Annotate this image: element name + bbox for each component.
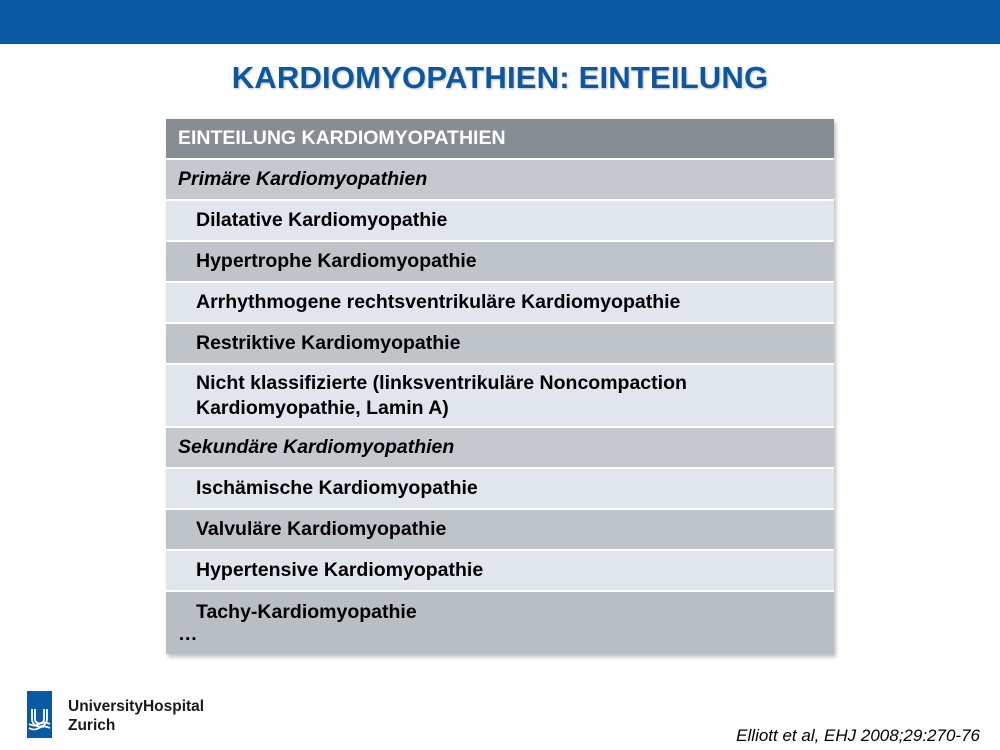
table-row: Arrhythmogene rechtsventrikuläre Kardiomyopathie <box>166 283 834 324</box>
logo-line-2: Zurich <box>68 717 116 734</box>
table-row: Restriktive Kardiomyopathie <box>166 324 834 365</box>
table-header: EINTEILUNG KARDIOMYOPATHIEN <box>166 119 834 160</box>
logo-line-1: UniversityHospital <box>68 698 205 715</box>
row-text: Nicht klassifizierte (linksventrikuläre Noncompaction Kardiomyopathie, Lamin A) <box>196 371 687 419</box>
slide-title: KARDIOMYOPATHIEN: EINTEILUNG <box>231 60 769 95</box>
table-row-last <box>166 592 834 654</box>
ellipsis: … <box>178 623 198 645</box>
hospital-logo-text <box>68 697 204 735</box>
section-primary: Primäre Kardiomyopathien <box>166 160 834 201</box>
table-row <box>166 365 834 428</box>
row-text: Tachy-Kardiomyopathie <box>196 601 417 623</box>
section-secondary: Sekundäre Kardiomyopathien <box>166 428 834 469</box>
table-row: Valvuläre Kardiomyopathie <box>166 510 834 551</box>
classification-table <box>166 119 834 654</box>
table-row: Hypertensive Kardiomyopathie <box>166 551 834 592</box>
table-row: Dilatative Kardiomyopathie <box>166 201 834 242</box>
hospital-logo-icon <box>27 691 52 738</box>
citation: Elliott et al, EHJ 2008;29:270-76 <box>736 726 980 745</box>
table-row: Ischämische Kardiomyopathie <box>166 469 834 510</box>
table-row: Hypertrophe Kardiomyopathie <box>166 242 834 283</box>
top-banner <box>0 0 1000 44</box>
